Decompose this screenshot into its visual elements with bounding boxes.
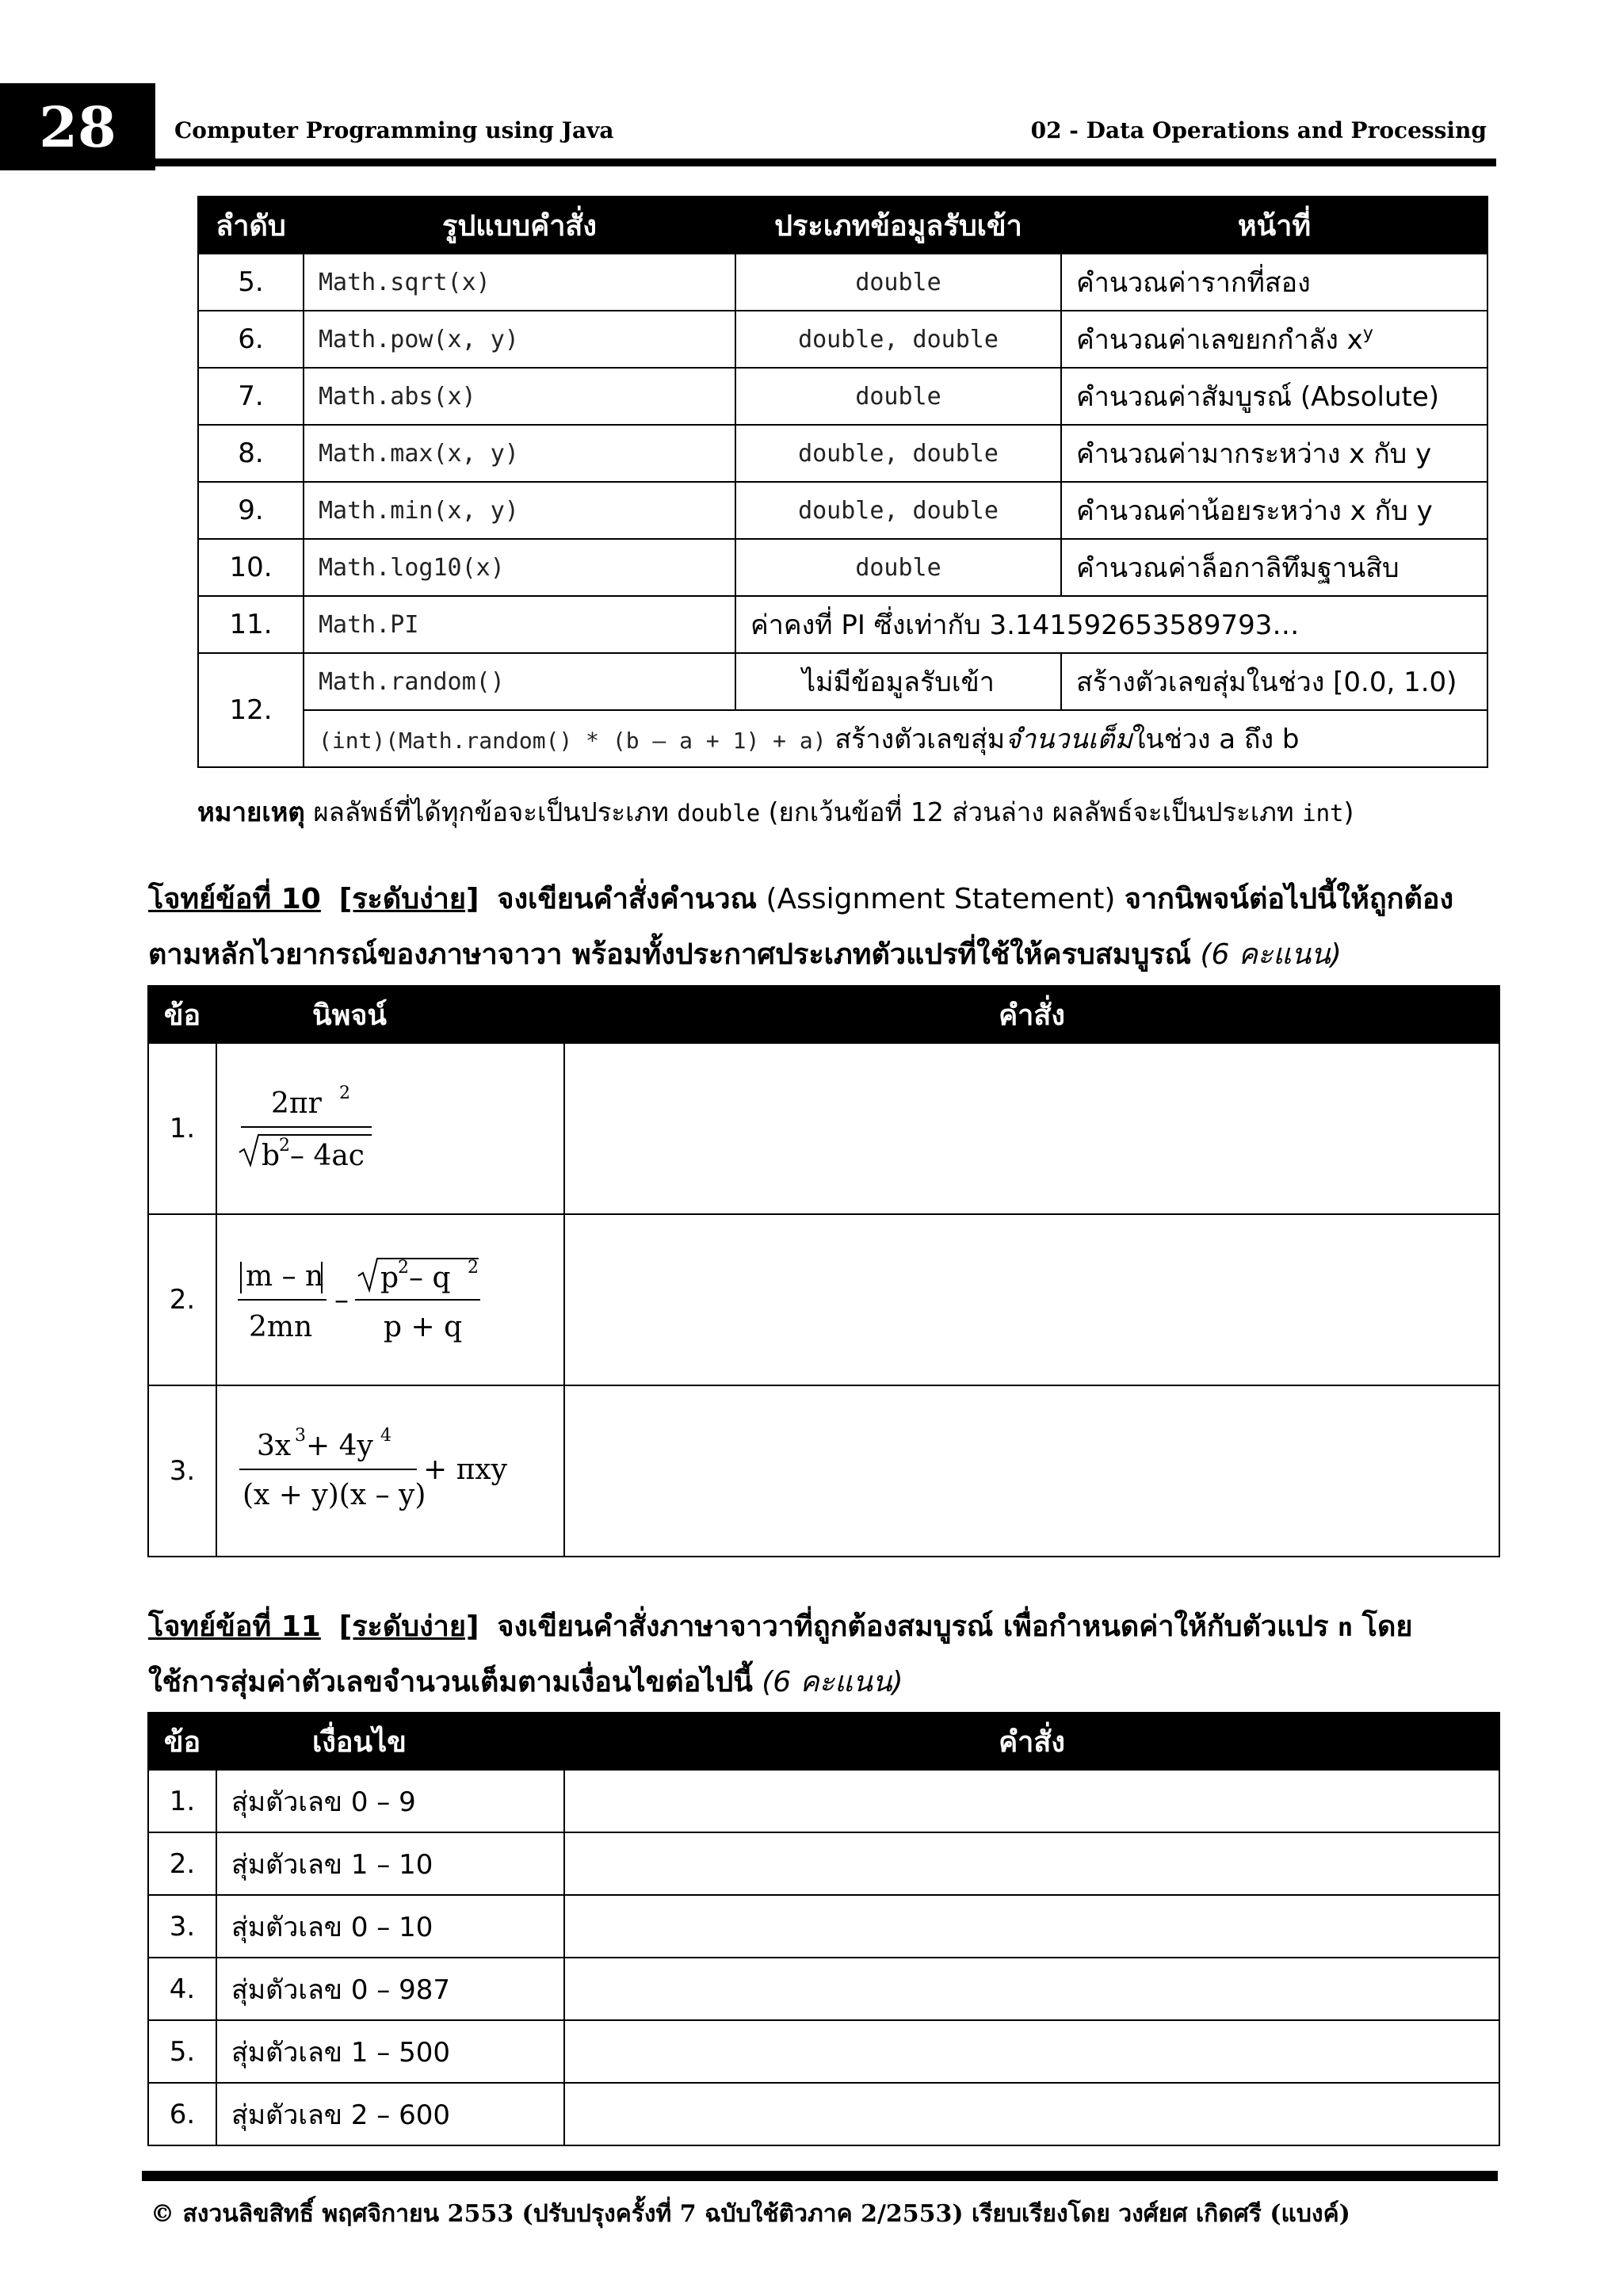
table-row: [148, 1770, 1499, 1832]
answer-cell[interactable]: [564, 2083, 1499, 2145]
command-format: Math.max(x, y): [304, 425, 735, 482]
exercise-label: โจทย์ข้อที่ 11: [148, 1610, 321, 1643]
row-number: 3.: [148, 1895, 216, 1958]
row-number: 8.: [198, 425, 304, 482]
footer-rule: [142, 2171, 1498, 2181]
row-number: 1.: [148, 1770, 216, 1832]
int-desc-pre: สร้างตัวเลขสุ่ม: [834, 724, 1006, 755]
column-header: ลำดับ: [198, 197, 304, 254]
answer-cell[interactable]: [564, 1832, 1499, 1895]
command-format: Math.min(x, y): [304, 482, 735, 539]
denominator: (x + y)(x – y): [242, 1479, 426, 1511]
row-number: 5.: [198, 254, 304, 311]
answer-cell[interactable]: [564, 1958, 1499, 2020]
input-type: double: [735, 539, 1061, 596]
column-header: หน้าที่: [1061, 197, 1487, 254]
expression: [216, 1043, 564, 1214]
int-desc-post: ในช่วง a ถึง b: [1132, 724, 1300, 755]
exponent: 3: [295, 1426, 306, 1446]
table-row: [198, 596, 1487, 653]
column-header: ข้อ: [148, 986, 216, 1043]
command-format: Math.abs(x): [304, 368, 735, 425]
numerator: m – n: [246, 1260, 324, 1293]
input-type: double: [735, 368, 1061, 425]
question-text: (Assignment Statement): [757, 883, 1125, 915]
input-type: double, double: [735, 311, 1061, 368]
table-row: [148, 1895, 1499, 1958]
row-number: 3.: [148, 1385, 216, 1557]
numerator: – q: [409, 1262, 451, 1294]
condition: สุ่มตัวเลข 2 – 600: [216, 2083, 564, 2145]
answer-cell[interactable]: [564, 1043, 1499, 1214]
command-format: Math.PI: [304, 596, 735, 653]
answer-cell[interactable]: [564, 1385, 1499, 1557]
table-row: [148, 1385, 1499, 1557]
input-type: double, double: [735, 425, 1061, 482]
table-row: [198, 368, 1487, 425]
exercise-11-question: [148, 1599, 1487, 1710]
row-number: 4.: [148, 1958, 216, 2020]
column-header: คำสั่ง: [564, 986, 1499, 1043]
table-row: [148, 1832, 1499, 1895]
function-description: คำนวณค่าสัมบูรณ์ (Absolute): [1061, 368, 1487, 425]
input-type: double: [735, 254, 1061, 311]
row-number: 2.: [148, 1214, 216, 1385]
table-header-row: [148, 986, 1499, 1043]
note-code: int: [1302, 800, 1344, 827]
table-row: [198, 311, 1487, 368]
function-description: สร้างตัวเลขสุ่มในช่วง [0.0, 1.0): [1061, 653, 1487, 710]
note-label: หมายเหตุ: [197, 797, 305, 827]
expression-1-formula: [233, 1073, 439, 1184]
command-format: Math.random(): [304, 653, 735, 710]
row-number: 9.: [198, 482, 304, 539]
exercise-11-table: [147, 1712, 1500, 2146]
exponent: 2: [339, 1083, 350, 1103]
exponent: 2: [468, 1258, 479, 1278]
numerator: 2πr: [271, 1087, 322, 1120]
int-desc-italic: จำนวนเต็ม: [1005, 724, 1132, 755]
condition: สุ่มตัวเลข 0 – 10: [216, 1895, 564, 1958]
command-format: Math.sqrt(x): [304, 254, 735, 311]
table-row: [198, 653, 1487, 710]
table-row: [148, 2083, 1499, 2145]
question-text: จงเขียนคำสั่งคำนวณ: [497, 883, 757, 915]
function-description: คำนวณค่าล็อกาลิทึมฐานสิบ: [1061, 539, 1487, 596]
table-row: [198, 254, 1487, 311]
note-text: (ยกเว้นข้อที่ 12 ส่วนล่าง ผลลัพธ์จะเป็นประเภท: [760, 797, 1303, 827]
table-header-row: [148, 1713, 1499, 1770]
difficulty-level: [ระดับง่าย]: [338, 883, 479, 915]
row-number: 12.: [198, 653, 304, 767]
row-number: 6.: [198, 311, 304, 368]
row-number: 1.: [148, 1043, 216, 1214]
row-number: 2.: [148, 1832, 216, 1895]
row-number: 7.: [198, 368, 304, 425]
table-row: [198, 425, 1487, 482]
header-rule: [155, 159, 1496, 166]
int-expression: (int)(Math.random() * (b – a + 1) + a): [319, 728, 827, 754]
book-title: Computer Programming using Java: [174, 117, 614, 143]
question-text: จงเขียนคำสั่งภาษาจาวาที่ถูกต้องสมบูรณ์ เพื่อกำหนดค่าให้กับตัวแปร: [497, 1610, 1329, 1643]
row-number: 10.: [198, 539, 304, 596]
exercise-10-table: [147, 985, 1500, 1557]
function-description: คำนวณค่ามากระหว่าง x กับ y: [1061, 425, 1487, 482]
numerator: 3x: [257, 1430, 292, 1462]
column-header: ประเภทข้อมูลรับเข้า: [735, 197, 1061, 254]
column-header: นิพจน์: [216, 986, 564, 1043]
math-functions-table: [197, 196, 1488, 768]
chapter-title: 02 - Data Operations and Processing: [1030, 117, 1487, 143]
score: (6 คะแนน): [762, 1666, 903, 1698]
column-header: เงื่อนไข: [216, 1713, 564, 1770]
exercise-10-question: [148, 872, 1487, 983]
table-row: [148, 1958, 1499, 2020]
command-format: Math.pow(x, y): [304, 311, 735, 368]
exponent: 2: [279, 1136, 290, 1156]
note-text: ผลลัพธ์ที่ได้ทุกข้อจะเป็นประเภท: [304, 797, 678, 827]
constant-description: ค่าคงที่ PI ซึ่งเท่ากับ 3.141592653589793…: [735, 596, 1487, 653]
score: (6 คะแนน): [1200, 938, 1342, 971]
denominator: p + q: [384, 1311, 463, 1343]
numerator: + 4y: [306, 1430, 373, 1462]
table-note: [197, 791, 1354, 833]
answer-cell[interactable]: [564, 2020, 1499, 2083]
exponent: 4: [380, 1426, 391, 1446]
superscript: y: [1362, 323, 1373, 344]
row-number: 11.: [198, 596, 304, 653]
expression-3-formula: [233, 1415, 534, 1526]
denominator: – 4ac: [290, 1140, 365, 1172]
table-header-row: [198, 197, 1487, 254]
denominator: 2mn: [249, 1311, 313, 1343]
table-row: [198, 710, 1487, 767]
question-text: ตามหลักไวยากรณ์ของภาษาจาวา พร้อมทั้งประกาศประเภทตัวแปรที่ใช้ให้ครบสมบูรณ์: [148, 938, 1192, 971]
exponent: 2: [398, 1258, 409, 1278]
condition: สุ่มตัวเลข 1 – 10: [216, 1832, 564, 1895]
minus-sign: –: [334, 1284, 349, 1316]
random-int-formula: [304, 710, 1487, 767]
expression: [216, 1385, 564, 1557]
row-number: 6.: [148, 2083, 216, 2145]
table-row: [198, 482, 1487, 539]
expression: [216, 1214, 564, 1385]
command-format: Math.log10(x): [304, 539, 735, 596]
note-code: double: [677, 800, 761, 827]
table-row: [198, 539, 1487, 596]
condition: สุ่มตัวเลข 0 – 987: [216, 1958, 564, 2020]
table-row: [148, 1214, 1499, 1385]
column-header: รูปแบบคำสั่ง: [304, 197, 735, 254]
page-number: 28: [0, 83, 155, 170]
answer-cell[interactable]: [564, 1214, 1499, 1385]
denominator: b: [262, 1140, 281, 1172]
variable-name: n: [1337, 1612, 1354, 1642]
row-number: 5.: [148, 2020, 216, 2083]
table-row: [148, 2020, 1499, 2083]
difficulty-level: [ระดับง่าย]: [338, 1610, 479, 1643]
column-header: ข้อ: [148, 1713, 216, 1770]
tail-term: + πxy: [423, 1454, 507, 1486]
note-text: ): [1343, 797, 1354, 827]
function-text: คำนวณค่าเลขยกกำลัง x: [1076, 324, 1363, 356]
question-text: จากนิพจน์ต่อไปนี้ให้ถูกต้อง: [1124, 883, 1454, 915]
function-description: คำนวณค่าน้อยระหว่าง x กับ y: [1061, 482, 1487, 539]
question-text: ใช้การสุ่มค่าตัวเลขจำนวนเต็มตามเงื่อนไขต่อไปนี้: [148, 1666, 753, 1698]
exercise-label: โจทย์ข้อที่ 10: [148, 883, 321, 915]
table-row: [148, 1043, 1499, 1214]
question-text: โดย: [1361, 1610, 1413, 1643]
input-type: double, double: [735, 482, 1061, 539]
numerator: p: [380, 1262, 399, 1294]
answer-cell[interactable]: [564, 1895, 1499, 1958]
condition: สุ่มตัวเลข 0 – 9: [216, 1770, 564, 1832]
expression-2-formula: [233, 1244, 487, 1355]
function-description: คำนวณค่ารากที่สอง: [1061, 254, 1487, 311]
copyright-footer: © สงวนลิขสิทธิ์ พฤศจิกายน 2553 (ปรับปรุงครั้งที่ 7 ฉบับใช้ติวภาค 2/2553) เรียบเรียงโดย วงศ์ยศ เกิดศรี (แบงค์): [151, 2200, 1350, 2228]
function-description: [1061, 311, 1487, 368]
input-type: ไม่มีข้อมูลรับเข้า: [735, 653, 1061, 710]
condition: สุ่มตัวเลข 1 – 500: [216, 2020, 564, 2083]
column-header: คำสั่ง: [564, 1713, 1499, 1770]
answer-cell[interactable]: [564, 1770, 1499, 1832]
